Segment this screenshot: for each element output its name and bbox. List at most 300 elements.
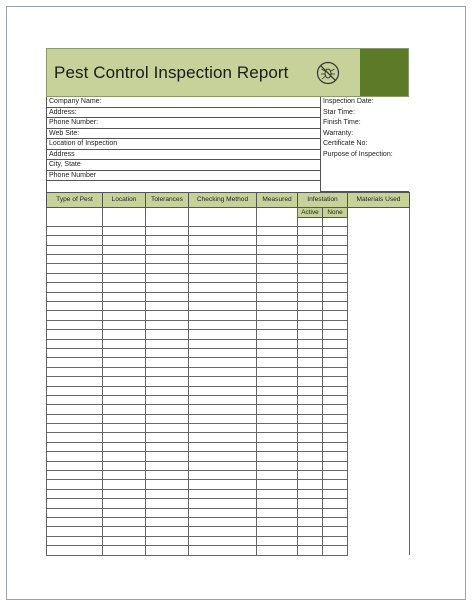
table-cell[interactable] [189, 461, 257, 470]
table-cell[interactable] [257, 527, 298, 536]
materials-cell[interactable] [348, 546, 410, 555]
table-cell[interactable] [47, 508, 103, 517]
table-cell[interactable] [323, 480, 348, 489]
table-cell[interactable] [47, 339, 103, 348]
table-cell[interactable] [47, 518, 103, 527]
location-phone-field[interactable]: Phone Number [47, 171, 320, 182]
table-cell[interactable] [146, 414, 189, 423]
table-cell[interactable] [103, 508, 146, 517]
table-cell[interactable] [103, 452, 146, 461]
table-cell[interactable] [189, 273, 257, 282]
table-cell[interactable] [146, 264, 189, 273]
table-cell[interactable] [257, 255, 298, 264]
table-cell[interactable] [257, 302, 298, 311]
table-cell[interactable] [47, 442, 103, 451]
table-cell[interactable] [189, 217, 257, 226]
table-cell[interactable] [323, 377, 348, 386]
city-state-field[interactable]: City, State [47, 160, 320, 171]
table-cell[interactable] [103, 471, 146, 480]
table-cell[interactable] [257, 292, 298, 301]
table-cell[interactable] [146, 527, 189, 536]
table-cell[interactable] [323, 452, 348, 461]
location-of-inspection-field[interactable]: Location of Inspection [47, 139, 320, 150]
table-cell[interactable] [189, 499, 257, 508]
table-cell[interactable] [189, 471, 257, 480]
table-cell[interactable] [146, 508, 189, 517]
table-cell[interactable] [257, 320, 298, 329]
table-cell[interactable] [146, 395, 189, 404]
table-cell[interactable] [146, 245, 189, 254]
table-cell[interactable] [298, 442, 323, 451]
table-cell[interactable] [323, 330, 348, 339]
certificate-no-field[interactable]: Certificate No: [323, 140, 368, 147]
table-cell[interactable] [298, 433, 323, 442]
table-cell[interactable] [257, 536, 298, 545]
table-cell[interactable] [103, 546, 146, 555]
table-cell[interactable] [298, 283, 323, 292]
table-cell[interactable] [103, 292, 146, 301]
table-cell[interactable] [47, 226, 103, 235]
table-cell[interactable] [189, 546, 257, 555]
table-cell[interactable] [103, 377, 146, 386]
table-cell[interactable] [103, 442, 146, 451]
table-cell[interactable] [323, 546, 348, 555]
table-cell[interactable] [189, 283, 257, 292]
phone-number-field[interactable]: Phone Number: [47, 118, 320, 129]
table-cell[interactable] [298, 330, 323, 339]
table-cell[interactable] [189, 330, 257, 339]
table-cell[interactable] [257, 245, 298, 254]
table-cell[interactable] [298, 245, 323, 254]
table-cell[interactable] [103, 461, 146, 470]
table-cell[interactable] [146, 273, 189, 282]
materials-cell[interactable] [348, 405, 410, 414]
table-cell[interactable] [298, 377, 323, 386]
table-cell[interactable] [103, 499, 146, 508]
table-cell[interactable] [298, 471, 323, 480]
materials-cell[interactable] [348, 471, 410, 480]
table-cell[interactable] [189, 339, 257, 348]
table-cell[interactable] [103, 245, 146, 254]
table-cell[interactable] [146, 226, 189, 235]
materials-cell[interactable] [348, 283, 410, 292]
table-cell[interactable] [189, 292, 257, 301]
finish-time-field[interactable]: Finish Time: [323, 119, 361, 126]
materials-cell[interactable] [348, 499, 410, 508]
materials-cell[interactable] [348, 358, 410, 367]
table-cell[interactable] [257, 489, 298, 498]
table-cell[interactable] [189, 358, 257, 367]
table-cell[interactable] [257, 518, 298, 527]
table-cell[interactable] [47, 395, 103, 404]
table-cell[interactable] [298, 311, 323, 320]
table-cell[interactable] [47, 424, 103, 433]
table-cell[interactable] [298, 489, 323, 498]
table-cell[interactable] [257, 508, 298, 517]
table-cell[interactable] [103, 405, 146, 414]
table-cell[interactable] [257, 217, 298, 226]
table-cell[interactable] [323, 283, 348, 292]
table-cell[interactable] [298, 386, 323, 395]
warranty-field[interactable]: Warranty: [323, 129, 354, 137]
table-cell[interactable] [103, 518, 146, 527]
table-cell[interactable] [298, 508, 323, 517]
table-cell[interactable] [189, 527, 257, 536]
table-cell[interactable] [298, 302, 323, 311]
table-cell[interactable] [189, 348, 257, 357]
table-cell[interactable] [146, 489, 189, 498]
table-cell[interactable] [47, 236, 103, 245]
table-cell[interactable] [298, 536, 323, 545]
table-cell[interactable] [47, 292, 103, 301]
table-cell[interactable] [298, 461, 323, 470]
materials-cell[interactable] [348, 461, 410, 470]
table-cell[interactable] [323, 264, 348, 273]
materials-cell[interactable] [348, 377, 410, 386]
table-cell[interactable] [189, 424, 257, 433]
table-cell[interactable] [298, 452, 323, 461]
table-cell[interactable] [257, 471, 298, 480]
table-cell[interactable] [146, 452, 189, 461]
table-cell[interactable] [47, 433, 103, 442]
table-cell[interactable] [257, 377, 298, 386]
table-cell[interactable] [298, 264, 323, 273]
materials-cell[interactable] [348, 255, 410, 264]
materials-cell[interactable] [348, 226, 410, 235]
table-cell[interactable] [47, 264, 103, 273]
materials-cell[interactable] [348, 480, 410, 489]
table-cell[interactable] [103, 424, 146, 433]
table-cell[interactable] [323, 273, 348, 282]
table-cell[interactable] [103, 273, 146, 282]
table-cell[interactable] [189, 433, 257, 442]
table-cell[interactable] [103, 367, 146, 376]
table-cell[interactable] [146, 377, 189, 386]
table-cell[interactable] [47, 414, 103, 423]
table-cell[interactable] [257, 546, 298, 555]
materials-cell[interactable] [348, 292, 410, 301]
table-cell[interactable] [189, 302, 257, 311]
table-cell[interactable] [323, 405, 348, 414]
table-cell[interactable] [146, 442, 189, 451]
table-cell[interactable] [323, 395, 348, 404]
table-cell[interactable] [298, 273, 323, 282]
table-cell[interactable] [189, 236, 257, 245]
table-cell[interactable] [146, 461, 189, 470]
table-cell[interactable] [323, 386, 348, 395]
table-cell[interactable] [47, 311, 103, 320]
table-cell[interactable] [146, 480, 189, 489]
table-cell[interactable] [298, 339, 323, 348]
inspection-date-field[interactable]: Inspection Date: [323, 98, 374, 105]
table-cell[interactable] [323, 433, 348, 442]
table-cell[interactable] [298, 358, 323, 367]
table-cell[interactable] [298, 546, 323, 555]
table-cell[interactable] [103, 386, 146, 395]
table-cell[interactable] [257, 273, 298, 282]
table-cell[interactable] [189, 414, 257, 423]
table-cell[interactable] [323, 536, 348, 545]
table-cell[interactable] [298, 255, 323, 264]
table-cell[interactable] [146, 217, 189, 226]
table-cell[interactable] [103, 433, 146, 442]
purpose-of-inspection-field[interactable]: Purpose of Inspection: [321, 150, 409, 192]
materials-cell[interactable] [348, 414, 410, 423]
table-cell[interactable] [257, 311, 298, 320]
table-cell[interactable] [189, 518, 257, 527]
table-cell[interactable] [47, 461, 103, 470]
materials-cell[interactable] [348, 452, 410, 461]
table-cell[interactable] [47, 405, 103, 414]
table-cell[interactable] [323, 508, 348, 517]
table-cell[interactable] [47, 452, 103, 461]
materials-cell[interactable] [348, 217, 410, 226]
materials-cell[interactable] [348, 273, 410, 282]
materials-cell[interactable] [348, 236, 410, 245]
table-cell[interactable] [47, 536, 103, 545]
table-cell[interactable] [47, 330, 103, 339]
table-cell[interactable] [298, 395, 323, 404]
table-cell[interactable] [298, 320, 323, 329]
company-name-field[interactable]: Company Name: [47, 97, 320, 108]
table-cell[interactable] [257, 264, 298, 273]
table-cell[interactable] [103, 217, 146, 226]
table-cell[interactable] [189, 245, 257, 254]
table-cell[interactable] [103, 311, 146, 320]
table-cell[interactable] [323, 255, 348, 264]
table-cell[interactable] [146, 302, 189, 311]
table-cell[interactable] [189, 264, 257, 273]
table-cell[interactable] [257, 414, 298, 423]
table-cell[interactable] [189, 386, 257, 395]
table-cell[interactable] [146, 471, 189, 480]
address-field[interactable]: Address: [47, 108, 320, 119]
table-cell[interactable] [47, 320, 103, 329]
table-cell[interactable] [323, 358, 348, 367]
table-cell[interactable] [146, 386, 189, 395]
table-cell[interactable] [189, 320, 257, 329]
table-cell[interactable] [146, 283, 189, 292]
table-cell[interactable] [47, 480, 103, 489]
table-cell[interactable] [257, 452, 298, 461]
table-cell[interactable] [146, 292, 189, 301]
table-cell[interactable] [257, 339, 298, 348]
table-cell[interactable] [47, 527, 103, 536]
table-cell[interactable] [47, 471, 103, 480]
table-cell[interactable] [146, 405, 189, 414]
table-cell[interactable] [189, 480, 257, 489]
materials-cell[interactable] [348, 518, 410, 527]
table-cell[interactable] [257, 367, 298, 376]
table-cell[interactable] [47, 377, 103, 386]
materials-cell[interactable] [348, 339, 410, 348]
table-cell[interactable] [257, 433, 298, 442]
table-cell[interactable] [146, 255, 189, 264]
materials-cell[interactable] [348, 264, 410, 273]
table-cell[interactable] [103, 236, 146, 245]
materials-cell[interactable] [348, 442, 410, 451]
table-cell[interactable] [103, 489, 146, 498]
table-cell[interactable] [257, 461, 298, 470]
table-cell[interactable] [47, 217, 103, 226]
table-cell[interactable] [298, 236, 323, 245]
table-cell[interactable] [189, 536, 257, 545]
materials-cell[interactable] [348, 395, 410, 404]
table-cell[interactable] [257, 226, 298, 235]
table-cell[interactable] [323, 367, 348, 376]
table-cell[interactable] [323, 518, 348, 527]
table-cell[interactable] [189, 405, 257, 414]
table-cell[interactable] [257, 236, 298, 245]
table-cell[interactable] [189, 377, 257, 386]
table-cell[interactable] [103, 255, 146, 264]
table-cell[interactable] [298, 499, 323, 508]
table-cell[interactable] [47, 358, 103, 367]
table-cell[interactable] [298, 405, 323, 414]
table-cell[interactable] [257, 442, 298, 451]
table-cell[interactable] [103, 320, 146, 329]
table-cell[interactable] [146, 367, 189, 376]
materials-cell[interactable] [348, 311, 410, 320]
materials-cell[interactable] [348, 433, 410, 442]
table-cell[interactable] [103, 264, 146, 273]
materials-cell[interactable] [348, 424, 410, 433]
web-site-field[interactable]: Web Site: [47, 129, 320, 140]
materials-cell[interactable] [348, 348, 410, 357]
table-cell[interactable] [146, 536, 189, 545]
table-cell[interactable] [103, 527, 146, 536]
table-cell[interactable] [103, 414, 146, 423]
table-cell[interactable] [47, 386, 103, 395]
table-cell[interactable] [189, 311, 257, 320]
table-cell[interactable] [103, 226, 146, 235]
table-cell[interactable] [257, 330, 298, 339]
table-cell[interactable] [257, 424, 298, 433]
table-cell[interactable] [103, 348, 146, 357]
table-cell[interactable] [323, 348, 348, 357]
table-cell[interactable] [323, 236, 348, 245]
table-cell[interactable] [298, 367, 323, 376]
table-cell[interactable] [47, 302, 103, 311]
table-cell[interactable] [146, 518, 189, 527]
table-cell[interactable] [47, 546, 103, 555]
table-cell[interactable] [257, 499, 298, 508]
table-cell[interactable] [323, 442, 348, 451]
table-cell[interactable] [189, 226, 257, 235]
table-cell[interactable] [257, 405, 298, 414]
table-cell[interactable] [323, 499, 348, 508]
table-cell[interactable] [103, 536, 146, 545]
table-cell[interactable] [189, 255, 257, 264]
table-cell[interactable] [298, 348, 323, 357]
table-cell[interactable] [146, 339, 189, 348]
table-cell[interactable] [189, 395, 257, 404]
table-cell[interactable] [257, 480, 298, 489]
table-cell[interactable] [298, 292, 323, 301]
table-cell[interactable] [146, 236, 189, 245]
materials-cell[interactable] [348, 536, 410, 545]
table-cell[interactable] [47, 489, 103, 498]
table-cell[interactable] [189, 442, 257, 451]
table-cell[interactable] [323, 424, 348, 433]
table-cell[interactable] [323, 245, 348, 254]
table-cell[interactable] [323, 217, 348, 226]
table-cell[interactable] [47, 245, 103, 254]
materials-cell[interactable] [348, 320, 410, 329]
table-cell[interactable] [189, 452, 257, 461]
table-cell[interactable] [47, 255, 103, 264]
table-cell[interactable] [146, 424, 189, 433]
table-cell[interactable] [298, 480, 323, 489]
table-cell[interactable] [146, 348, 189, 357]
table-cell[interactable] [103, 283, 146, 292]
table-cell[interactable] [323, 527, 348, 536]
materials-cell[interactable] [348, 302, 410, 311]
materials-cell[interactable] [348, 367, 410, 376]
table-cell[interactable] [323, 339, 348, 348]
table-cell[interactable] [323, 311, 348, 320]
table-cell[interactable] [323, 302, 348, 311]
table-cell[interactable] [189, 367, 257, 376]
materials-cell[interactable] [348, 386, 410, 395]
table-cell[interactable] [257, 395, 298, 404]
location-address-field[interactable]: Address [47, 150, 320, 161]
start-time-field[interactable]: Star Time: [323, 108, 355, 116]
table-cell[interactable] [298, 518, 323, 527]
table-cell[interactable] [323, 292, 348, 301]
table-cell[interactable] [298, 527, 323, 536]
table-cell[interactable] [189, 508, 257, 517]
table-cell[interactable] [103, 395, 146, 404]
table-cell[interactable] [146, 433, 189, 442]
table-cell[interactable] [257, 348, 298, 357]
table-cell[interactable] [323, 226, 348, 235]
table-cell[interactable] [146, 358, 189, 367]
table-cell[interactable] [298, 424, 323, 433]
table-cell[interactable] [257, 283, 298, 292]
table-cell[interactable] [257, 386, 298, 395]
table-cell[interactable] [323, 461, 348, 470]
materials-cell[interactable] [348, 330, 410, 339]
table-cell[interactable] [298, 217, 323, 226]
materials-cell[interactable] [348, 508, 410, 517]
table-cell[interactable] [146, 546, 189, 555]
table-cell[interactable] [47, 348, 103, 357]
table-cell[interactable] [103, 358, 146, 367]
table-cell[interactable] [103, 339, 146, 348]
table-cell[interactable] [47, 499, 103, 508]
table-cell[interactable] [298, 414, 323, 423]
table-cell[interactable] [103, 330, 146, 339]
table-cell[interactable] [47, 367, 103, 376]
table-cell[interactable] [146, 499, 189, 508]
table-cell[interactable] [323, 320, 348, 329]
table-cell[interactable] [47, 283, 103, 292]
table-cell[interactable] [257, 358, 298, 367]
table-cell[interactable] [146, 330, 189, 339]
table-cell[interactable] [323, 414, 348, 423]
table-cell[interactable] [47, 273, 103, 282]
materials-cell[interactable] [348, 527, 410, 536]
table-cell[interactable] [146, 320, 189, 329]
table-cell[interactable] [146, 311, 189, 320]
materials-cell[interactable] [348, 245, 410, 254]
table-cell[interactable] [103, 480, 146, 489]
table-cell[interactable] [323, 489, 348, 498]
table-cell[interactable] [298, 226, 323, 235]
table-cell[interactable] [103, 302, 146, 311]
materials-cell[interactable] [348, 489, 410, 498]
